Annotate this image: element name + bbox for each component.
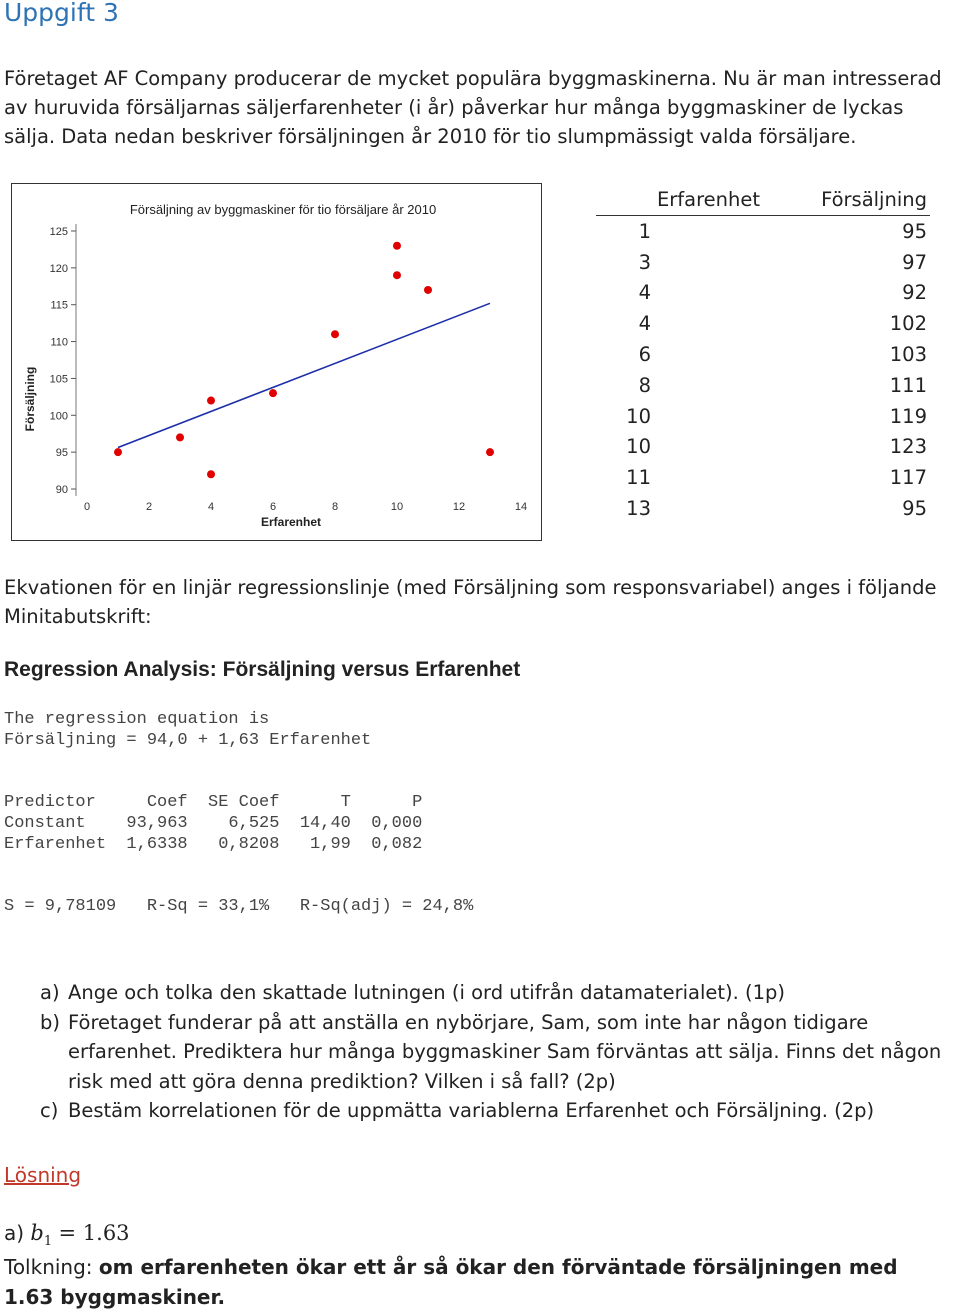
cell-forsaljning: 103 xyxy=(889,343,927,367)
chart-title: Försäljning av byggmaskiner för tio försäljare år 2010 xyxy=(129,202,437,217)
model-summary: S = 9,78109 R-Sq = 33,1% R-Sq(adj) = 24,8% xyxy=(4,897,474,916)
data-point xyxy=(393,242,401,250)
y-tick-label: 95 xyxy=(55,447,68,460)
question-marker: c) xyxy=(40,1099,59,1122)
data-point xyxy=(393,271,401,279)
x-tick-label: 10 xyxy=(390,501,404,513)
cell-erfarenhet: 6 xyxy=(638,343,651,367)
table-row xyxy=(596,401,930,432)
chart-y-axis-label: Försäljning xyxy=(23,366,37,432)
regression-title: Regression Analysis: Försäljning versus Erfarenhet xyxy=(4,658,521,681)
x-tick-label: 14 xyxy=(514,501,528,513)
intro-paragraph: Företaget AF Company producerar de mycket populära byggmaskinerna. Nu är man intresserad av huruvida försäljarnas säljerfarenheter (i år) påverkar hur många byggmaskiner de lyckas sälja. Data nedan beskriver försäljningen år 2010 för tio slumpmässigt valda försäljare. xyxy=(4,67,942,148)
cell-erfarenhet: 10 xyxy=(626,404,651,428)
table-row xyxy=(596,216,930,247)
table-row xyxy=(596,278,930,309)
data-table-body xyxy=(596,216,930,524)
cell-forsaljning: 123 xyxy=(889,435,927,459)
regression-line xyxy=(118,303,490,447)
cell-erfarenhet: 10 xyxy=(626,435,651,459)
data-point xyxy=(269,389,277,397)
data-point xyxy=(424,286,432,294)
x-tick-label: 6 xyxy=(269,501,277,513)
cell-forsaljning: 119 xyxy=(889,404,927,428)
slope-symbol-subscript: 1 xyxy=(43,1234,53,1250)
cell-erfarenhet: 11 xyxy=(626,466,651,490)
cell-forsaljning: 117 xyxy=(889,466,927,490)
cell-erfarenhet: 8 xyxy=(638,373,651,397)
table-row xyxy=(596,339,930,370)
table-row xyxy=(596,247,930,278)
data-point xyxy=(486,448,494,456)
cell-forsaljning: 95 xyxy=(902,219,927,243)
y-tick-label: 125 xyxy=(49,226,68,238)
y-tick-label: 120 xyxy=(49,262,68,275)
cell-forsaljning: 111 xyxy=(889,373,927,397)
regression-intro-paragraph: Ekvationen för en linjär regressionslinje (med Försäljning som responsvariabel) anges i följande Minitabutskrift: xyxy=(4,576,937,628)
coefficient-table: Predictor Coef SE Coef T P Constant 93,963 6,525 14,40 0,000 Erfarenhet 1,6338 0,8208 1,99 0,082 xyxy=(4,793,423,854)
data-table xyxy=(596,184,930,524)
interpretation-text: om erfarenheten ökar ett år så ökar den förväntade försäljningen med 1.63 byggmaskiner. xyxy=(4,1255,898,1309)
x-tick-label: 0 xyxy=(83,501,91,513)
data-point xyxy=(331,330,339,338)
data-point xyxy=(207,397,215,405)
y-tick-label: 110 xyxy=(50,336,68,349)
table-row xyxy=(596,462,930,493)
data-point xyxy=(176,433,184,441)
table-row xyxy=(596,493,930,524)
cell-erfarenhet: 4 xyxy=(638,281,651,305)
data-table-header-row xyxy=(596,184,930,216)
column-header-forsaljning: Försäljning xyxy=(821,184,930,216)
cell-erfarenhet: 1 xyxy=(638,219,651,243)
slope-symbol xyxy=(30,1221,53,1250)
data-points-group xyxy=(114,242,494,479)
question-text: Ange och tolka den skattade lutningen (i ord utifrån datamaterialet). (1p) xyxy=(68,981,786,1004)
slope-symbol-letter: b xyxy=(30,1221,44,1245)
y-tick-label: 100 xyxy=(49,410,68,423)
table-row xyxy=(596,432,930,463)
chart-axes xyxy=(50,224,532,513)
answer-a-label: a) xyxy=(4,1221,25,1245)
data-point xyxy=(114,448,122,456)
chart-x-axis-label: Erfarenhet xyxy=(260,515,322,529)
table-row xyxy=(596,370,930,401)
cell-forsaljning: 102 xyxy=(889,312,927,336)
interpretation xyxy=(4,1252,904,1312)
question-marker: b) xyxy=(40,1010,60,1034)
answer-a xyxy=(4,1221,130,1249)
y-tick-label: 105 xyxy=(49,373,68,386)
cell-forsaljning: 92 xyxy=(902,281,927,305)
regression-equation: The regression equation is Försäljning = 94,0 + 1,63 Erfarenhet xyxy=(4,710,372,750)
scatter-chart-svg xyxy=(12,184,543,542)
cell-forsaljning: 95 xyxy=(902,497,927,521)
question-marker: a) xyxy=(40,981,60,1004)
x-tick-label: 8 xyxy=(331,501,339,513)
cell-forsaljning: 97 xyxy=(902,250,927,274)
scatter-chart xyxy=(11,183,542,541)
solution-heading: Lösning xyxy=(4,1163,82,1187)
cell-erfarenhet: 4 xyxy=(638,312,651,336)
task-heading: Uppgift 3 xyxy=(4,0,119,27)
cell-erfarenhet: 3 xyxy=(638,250,651,274)
regression-line-group xyxy=(118,303,490,447)
question-a xyxy=(40,978,955,1008)
question-list xyxy=(40,978,955,1126)
interpretation-label: Tolkning: xyxy=(4,1255,93,1279)
data-point xyxy=(207,470,215,478)
table-row xyxy=(596,308,930,339)
y-tick-label: 115 xyxy=(50,299,68,312)
x-tick-label: 2 xyxy=(145,501,153,513)
question-text: Bestäm korrelationen för de uppmätta variablerna Erfarenhet och Försäljning. (2p) xyxy=(68,1099,875,1122)
question-b xyxy=(40,1008,955,1097)
x-tick-label: 12 xyxy=(452,501,466,513)
question-c xyxy=(40,1096,955,1126)
slope-value: = 1.63 xyxy=(58,1221,130,1245)
cell-erfarenhet: 13 xyxy=(626,497,651,521)
x-tick-label: 4 xyxy=(207,501,215,513)
column-header-erfarenhet: Erfarenhet xyxy=(596,184,821,216)
y-tick-label: 90 xyxy=(55,484,68,496)
question-text: Företaget funderar på att anställa en nybörjare, Sam, som inte har någon tidigare erfarenhet. Prediktera hur många byggmaskiner Sam förväntas att sälja. Finns det någon risk med att göra denna prediktion? Vilken i så fall? (2p) xyxy=(68,1010,942,1093)
